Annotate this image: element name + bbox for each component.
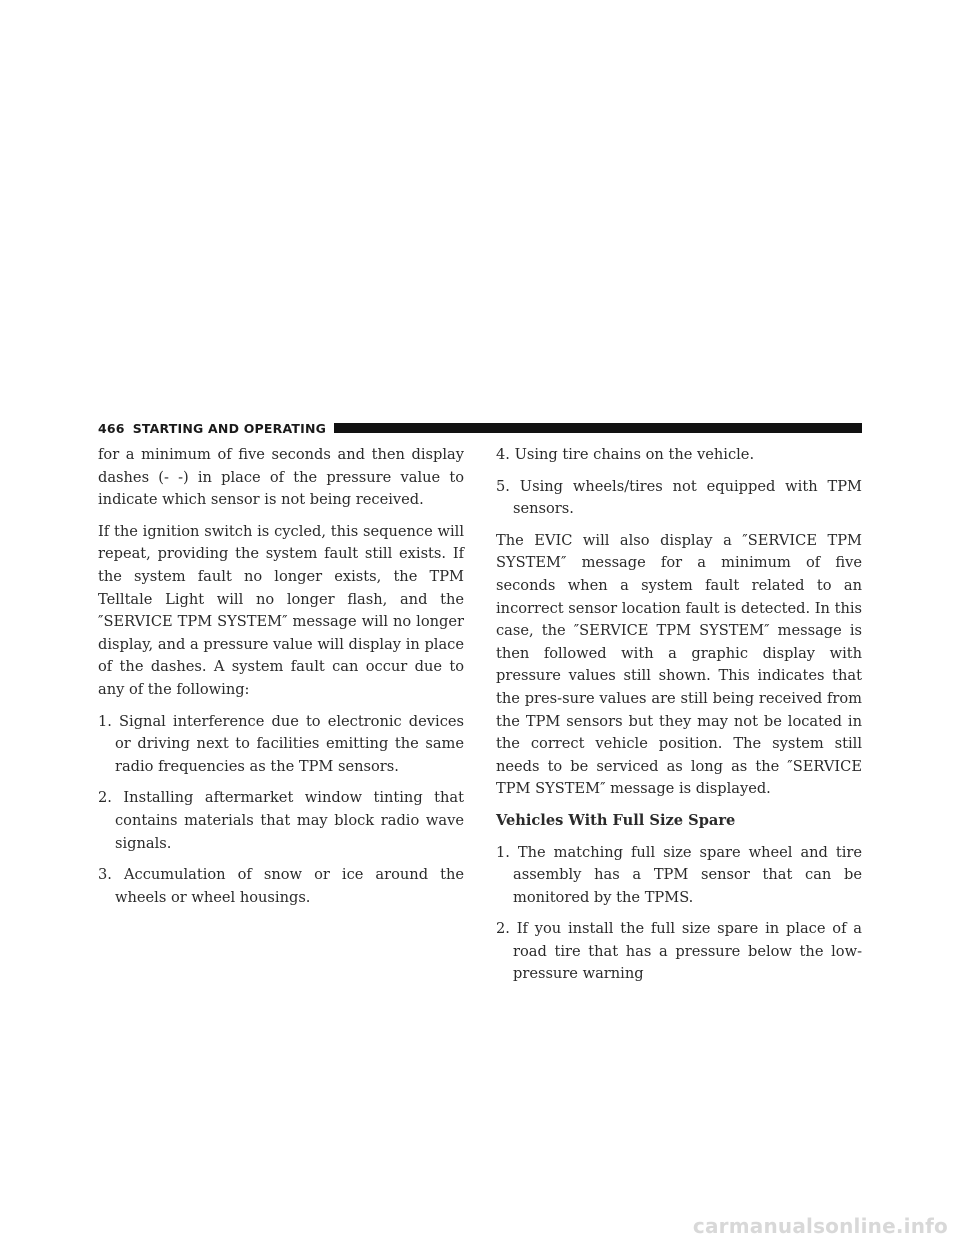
list-item: 1. Signal interference due to electronic devices or driving next to facilities emitting the same radio frequencies as the TPM sensors. <box>98 712 464 775</box>
list-item: 2. If you install the full size spare in place of a road tire that has a pressure below the low-pressure warning <box>496 920 862 983</box>
paragraph: The EVIC will also display a ″SERVICE TPM SYSTEM″ message for a minimum of five seconds when a system fault related to an incorrect sensor location fault is detected. In this case, the ″SERVICE TPM SYSTEM″ message is then followed with a graphic display with pressure values still shown. This indicates that the pres-sure values are still being received from the TPM sensors but they may not be located in the correct vehicle position. The system still needs to be serviced as long as the ″SERVICE TPM SYSTEM″ message is displayed. <box>496 531 862 798</box>
watermark: carmanualsonline.info <box>692 1214 948 1238</box>
header-rule <box>334 423 862 433</box>
list-item: 2. Installing aftermarket window tinting that contains materials that may block radio wave signals. <box>98 789 464 852</box>
list-item: 5. Using wheels/tires not equipped with TPM sensors. <box>496 477 862 518</box>
fault-causes-list-continued <box>496 444 862 521</box>
list-item: 3. Accumulation of snow or ice around the wheels or wheel housings. <box>98 866 464 906</box>
section-title: STARTING AND OPERATING <box>132 420 327 436</box>
page-header <box>98 418 862 438</box>
spare-list <box>496 842 862 987</box>
page-number: 466 <box>98 420 125 436</box>
paragraph: If the ignition switch is cycled, this sequence will repeat, providing the system fault still exists. If the system fault no longer exists, the TPM Telltale Light will no longer flash, and the ″SERVICE TPM SYSTEM″ message will no longer display, and a pressure value will display in place of the dashes. A system fault can occur due to any of the following: <box>98 522 464 698</box>
left-column <box>98 444 464 918</box>
list-item: 4. Using tire chains on the vehicle. <box>496 446 755 463</box>
right-column <box>496 444 862 995</box>
list-item: 1. The matching full size spare wheel and tire assembly has a TPM sensor that can be monitored by the TPMS. <box>496 843 862 906</box>
subheading: Vehicles With Full Size Spare <box>496 811 736 829</box>
paragraph: for a minimum of five seconds and then display dashes (- -) in place of the pressure value to indicate which sensor is not being received. <box>98 446 464 509</box>
fault-causes-list <box>98 711 464 910</box>
